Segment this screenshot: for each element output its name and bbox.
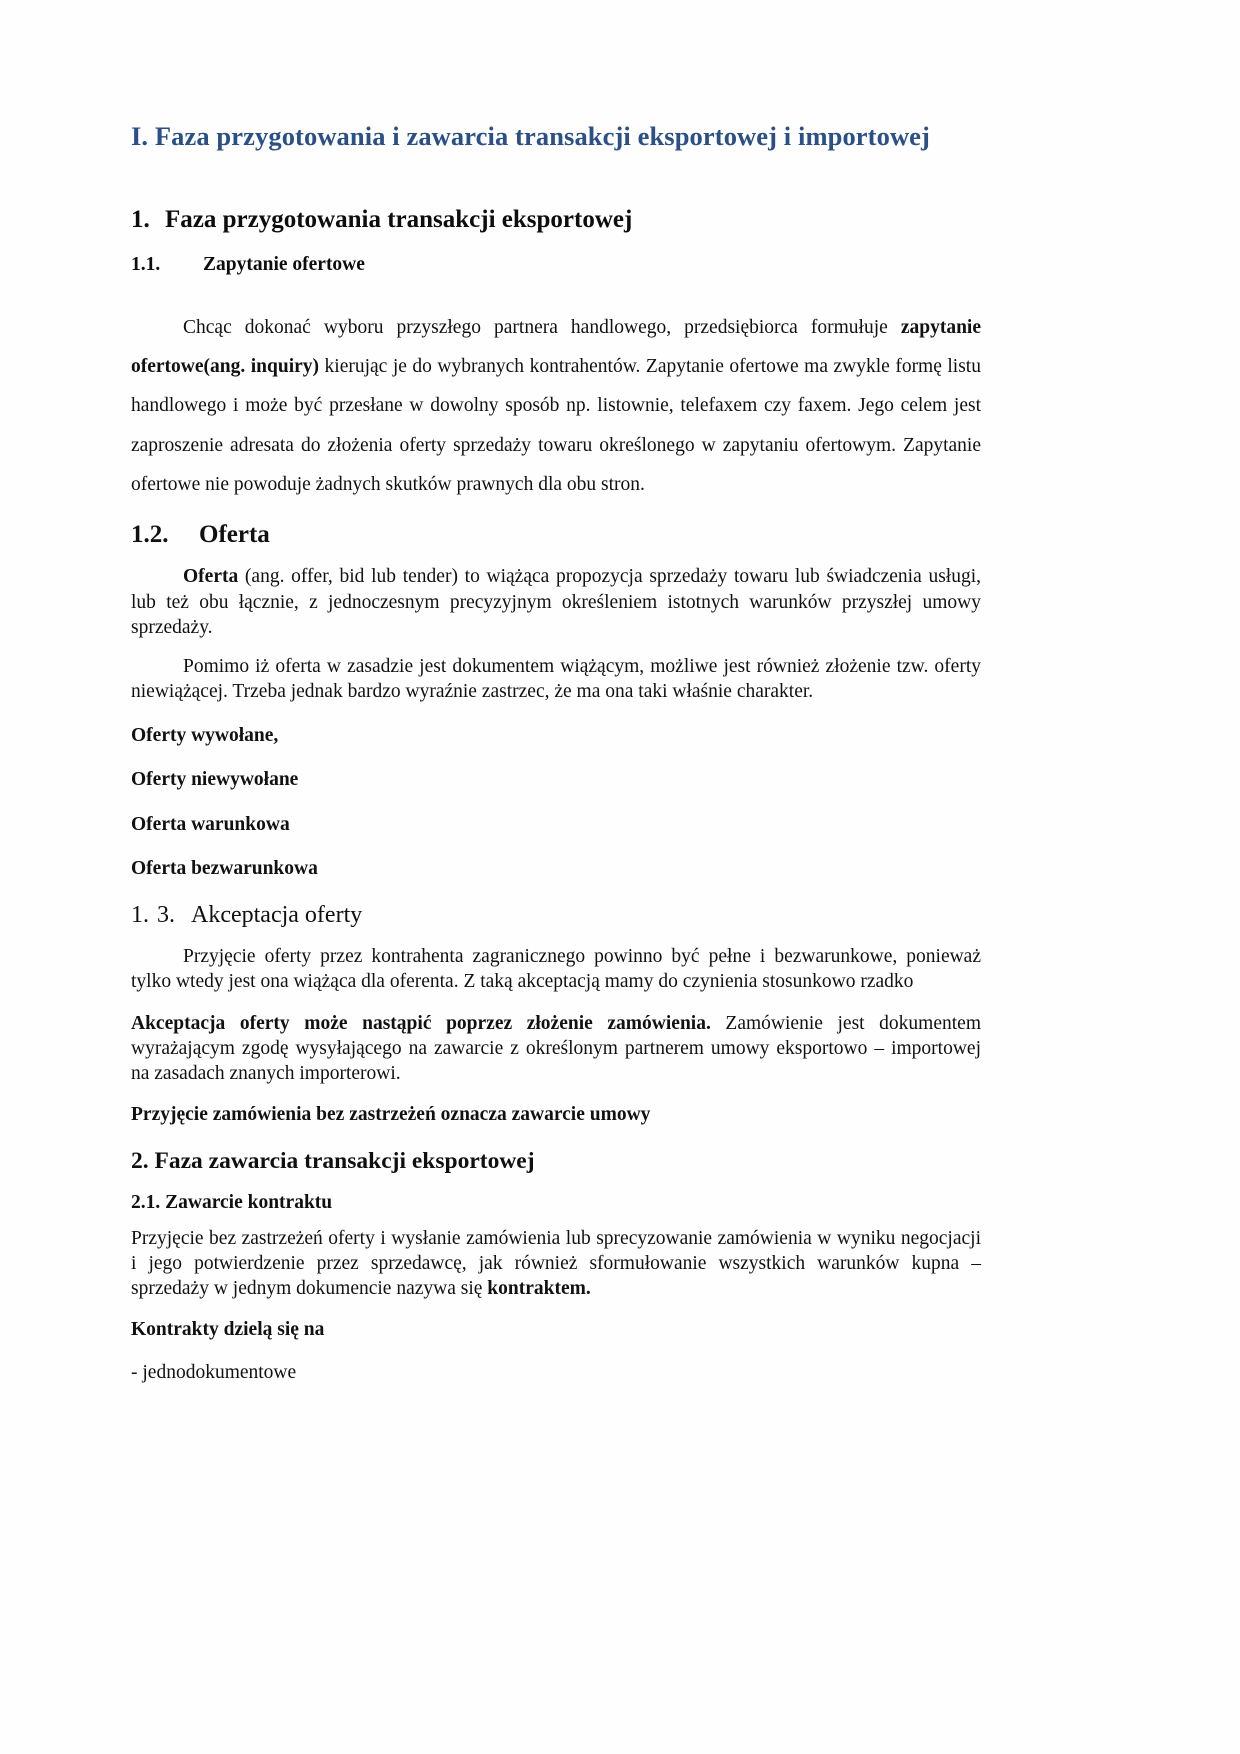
paragraph-part-a: Chcąc dokonać wyboru przyszłego partnera handlowego, przedsiębiorca formułuje xyxy=(183,316,901,338)
paragraph-bold-kontraktem: kontraktem. xyxy=(487,1278,591,1300)
heading-section-1-1-number: 1.1. xyxy=(131,254,161,276)
paragraph-zawarcie-kontraktu xyxy=(131,1226,981,1301)
paragraph-oferta-rest: (ang. offer, bid lub tender) to wiążąca propozycja sprzedaży towaru lub świadczenia usługi, lub też obu łącznie, z jednoczesnym precyzyjnym określeniem istotnych warunków przyszłej umowy sprzedaży. xyxy=(131,566,981,638)
heading-section-1-3 xyxy=(131,901,981,930)
paragraph-akceptacja-rest: Zamówienie jest dokumentem wyrażającym zgodę wysyłającego na zawarcie z określonym partnerem umowy eksportowo – importowej na zasadach znanych importerowi. xyxy=(131,1012,981,1084)
paragraph-oferta-definition xyxy=(131,564,981,639)
paragraph-akceptacja-intro: Przyjęcie oferty przez kontrahenta zagranicznego powinno być pełne i bezwarunkowe, ponieważ tylko wtedy jest ona wiążąca dla oferenta. Z taką akceptacją mamy do czynienia stosunkowo rzadko xyxy=(131,946,981,993)
heading-section-1-3-number2: 3. xyxy=(157,902,175,929)
list-item-oferta-bezwarunkowa: Oferta bezwarunkowa xyxy=(131,858,318,880)
document-content xyxy=(131,120,981,1385)
heading-section-1-3-number: 1. xyxy=(131,902,149,929)
heading-section-1-label: Faza przygotowania transakcji eksportowej xyxy=(165,206,633,234)
heading-section-1-2-number: 1.2. xyxy=(131,521,169,549)
list-item-oferty-niewywolane: Oferty niewywołane xyxy=(131,769,299,791)
paragraph-bold-akceptacja: Akceptacja oferty może nastąpić poprzez złożenie zamówienia. xyxy=(131,1012,711,1034)
list-item-oferta-warunkowa: Oferta warunkowa xyxy=(131,813,290,835)
paragraph-oferta-niewiazaca: Pomimo iż oferta w zasadzie jest dokumentem wiążącym, możliwe jest również złożenie tzw. oferty niewiążącej. Trzeba jednak bardzo wyraźnie zastrzec, że ma ona taki właśnie charakter. xyxy=(131,655,981,702)
statement-kontrakty-dziela-sie: Kontrakty dzielą się na xyxy=(131,1319,325,1341)
heading-section-1-2-label: Oferta xyxy=(199,521,270,549)
heading-section-2: 2. Faza zawarcia transakcji eksportowej xyxy=(131,1148,535,1175)
heading-section-1-3-label: Akceptacja oferty xyxy=(191,902,363,929)
heading-section-2-1: 2.1. Zawarcie kontraktu xyxy=(131,1192,333,1214)
paragraph-bold-inquiry: zapytanie ofertowe(ang. inquiry) xyxy=(131,316,981,377)
paragraph-zapytanie-ofertowe xyxy=(131,308,981,505)
heading-section-1-1 xyxy=(131,253,981,277)
paragraph-akceptacja-zamowienie xyxy=(131,1011,981,1086)
paragraph-bold-oferta: Oferta xyxy=(183,566,239,588)
statement-przyjecie-zamowienia: Przyjęcie zamówienia bez zastrzeżeń oznacza zawarcie umowy xyxy=(131,1103,651,1125)
heading-section-1-1-label: Zapytanie ofertowe xyxy=(203,254,365,276)
heading-section-1-2 xyxy=(131,520,981,550)
document-title: I. Faza przygotowania i zawarcia transakcji eksportowej i importowej xyxy=(131,121,930,151)
paragraph-part-b: kierując je do wybranych kontrahentów. Zapytanie ofertowe ma zwykle formę listu handlowego i może być przesłane w dowolny sposób np. listownie, telefaxem czy faxem. Jego celem jest zaproszenie adresata do złożenia oferty sprzedaży towaru określonego w zapytaniu ofertowym. Zapytanie ofertowe nie powoduje żadnych skutków prawnych dla obu stron. xyxy=(131,355,981,495)
list-item-oferty-wywolane: Oferty wywołane, xyxy=(131,725,279,747)
paragraph-zawarcie-part-a: Przyjęcie bez zastrzeżeń oferty i wysłanie zamówienia lub sprecyzowanie zamówienia w wyniku negocjacji i jego potwierdzenie przez sprzedawcę, jak również sformułowanie wszystkich warunków kupna – sprzedaży w jednym dokumencie nazywa się xyxy=(131,1227,981,1300)
list-item-jednodokumentowe: - jednodokumentowe xyxy=(131,1361,297,1383)
heading-section-1-number: 1. xyxy=(131,206,150,234)
heading-section-1 xyxy=(131,205,981,235)
